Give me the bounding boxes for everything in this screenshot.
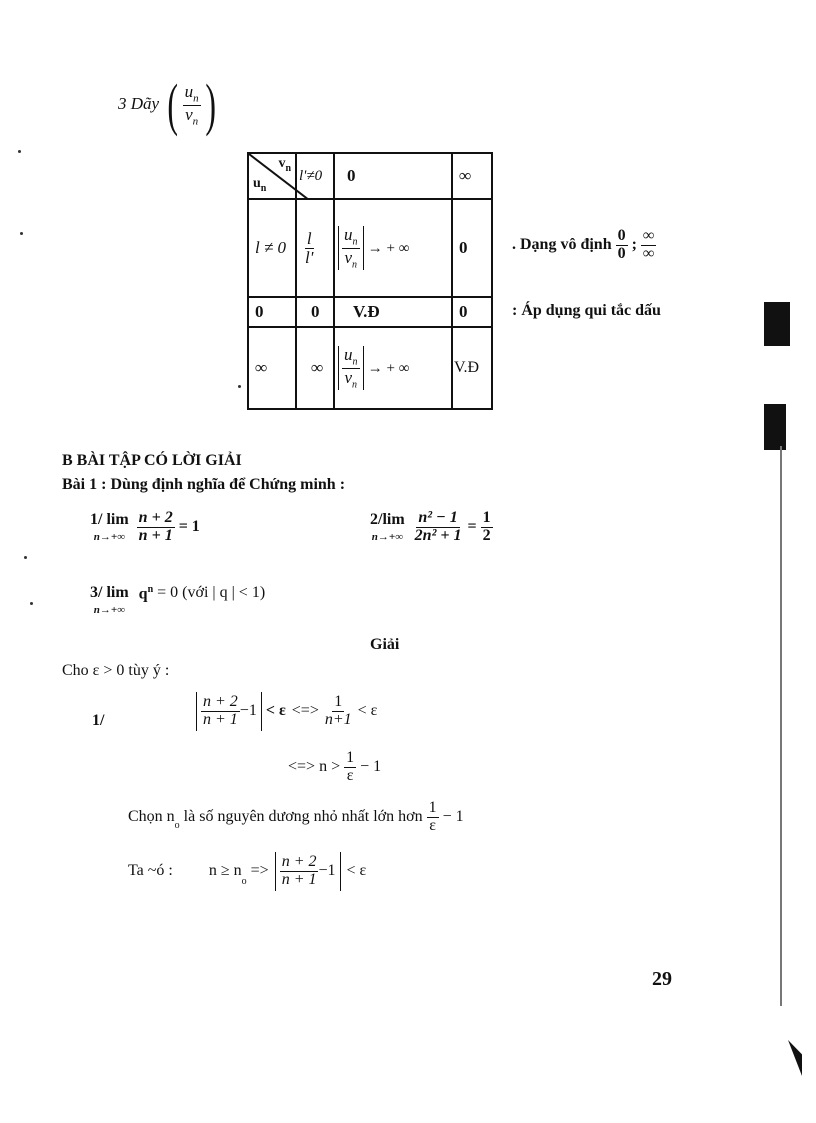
solution-line-1: $\frac{n + 2}{n + 1}$ −1 < ε <=> $\frac{1}{n+1}$ < ε <box>196 692 377 731</box>
side-note-indeterminate: . Dạng vô định $\frac{0}{0}$ ; $\frac{\infty}{\infty}$ <box>512 227 655 262</box>
page-number: 29 <box>652 968 672 990</box>
table-cell: $\frac{l}{l'}$ <box>296 199 334 297</box>
item-2: 2/lim n→+∞ $\frac{\text{n² − 1}}{\text{2n² + 1}}$ = $\frac{1}{2}$ <box>370 509 491 544</box>
scan-speck <box>30 602 33 605</box>
scan-speck <box>238 385 241 388</box>
comparison-table <box>247 152 493 410</box>
section3-label: 3 Dãy <box>118 93 160 113</box>
scan-speck <box>18 150 21 153</box>
table-cell: V.Đ <box>452 327 492 409</box>
solution-conclusion: Ta ~ó : n ≥ n $_o$ => $\frac{n + 2}{n + 1}$ −1 < ε <box>128 852 366 891</box>
table-row-label: l ≠ 0 <box>248 199 296 297</box>
table-row <box>248 297 492 327</box>
table-row <box>248 327 492 409</box>
table-cell: 0 <box>452 199 492 297</box>
scan-edge-corner <box>788 1040 802 1076</box>
table-cell: $\frac{u_n}{v_n}$ → + ∞ <box>334 199 452 297</box>
table-cell: 0 <box>452 297 492 327</box>
item-1: 1/ lim n→+∞ $\frac{n + 2}{n + 1}$ = 1 <box>90 509 200 544</box>
table-header-c2: 0 <box>334 153 452 199</box>
solution-step-label: 1/ <box>92 712 105 729</box>
table-row <box>248 199 492 297</box>
solution-title: Giải <box>370 636 400 653</box>
table-header-c3: ∞ <box>452 153 492 199</box>
table-cell: V.Đ <box>334 297 452 327</box>
table-cell: 0 <box>296 297 334 327</box>
section3-heading <box>118 72 220 137</box>
side-note-sign-rule: : Áp dụng qui tắc dấu <box>512 302 661 319</box>
scan-speck <box>24 556 27 559</box>
table-header-row <box>248 153 492 199</box>
scan-edge-block-2 <box>764 404 786 450</box>
table-cell: ∞ <box>296 327 334 409</box>
problem-1-title: Bài 1 : Dùng định nghĩa để Chứng minh : <box>62 476 346 493</box>
table-row-label: 0 <box>248 297 296 327</box>
scan-edge-block-1 <box>764 302 790 346</box>
scan-edge-line <box>780 446 782 1006</box>
section3-paren-fraction: ( $\frac{u_n}{v_n}$ ) <box>167 72 216 137</box>
item-3: 3/ lim n→+∞ $q^n$ = 0 (với | q | < 1) <box>90 584 266 616</box>
table-cell: $\frac{u_n}{v_n}$ → + ∞ <box>334 327 452 409</box>
solution-choose: Chọn n $_o$ là số nguyên dương nhỏ nhất lớn hơn $\frac{1}{\varepsilon}$ − 1 <box>128 799 464 834</box>
table-row-label: ∞ <box>248 327 296 409</box>
solution-intro: Cho ε > 0 tùy ý : <box>62 662 170 679</box>
section-b-heading: B BÀI TẬP CÓ LỜI GIẢI <box>62 452 242 469</box>
table-header-c1: l'≠0 <box>296 153 334 199</box>
scan-speck <box>20 232 23 235</box>
table-corner-cell: $v_n$ $u_n$ <box>248 153 296 199</box>
solution-line-2: <=> n > $\frac{1}{\varepsilon}$ − 1 <box>288 749 382 784</box>
